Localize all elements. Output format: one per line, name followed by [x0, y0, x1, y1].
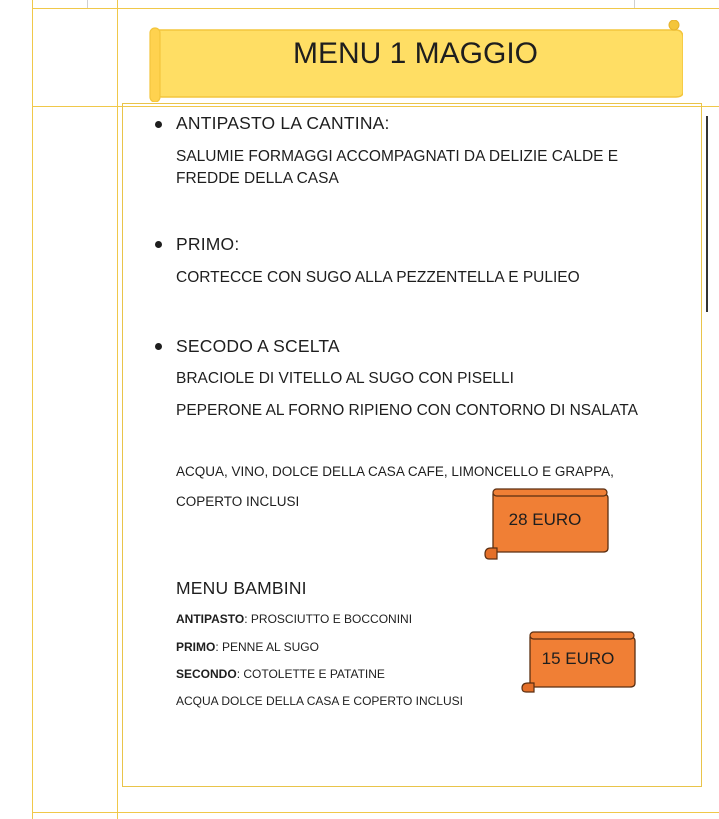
margin-marker	[706, 116, 708, 312]
kids-antipasto	[176, 612, 412, 626]
page-guide-line	[87, 0, 88, 8]
bullet	[155, 241, 162, 248]
kids-note: ACQUA DOLCE DELLA CASA E COPERTO INCLUSI	[176, 694, 463, 708]
kids-secondo-value: : COTOLETTE E PATATINE	[236, 667, 385, 681]
page-guide-line	[634, 0, 635, 8]
kids-antipasto-value: : PROSCIUTTO E BOCCONINI	[244, 612, 413, 626]
kids-menu-heading: MENU BAMBINI	[176, 578, 307, 598]
antipasto-heading: ANTIPASTO LA CANTINA:	[176, 113, 390, 133]
price-adult: 28 EURO	[508, 510, 582, 529]
price-kids: 15 EURO	[541, 649, 615, 668]
antipasto-line-1: SALUMIE FORMAGGI ACCOMPAGNATI DA DELIZIE CALDE E	[176, 148, 619, 165]
bullet	[155, 121, 162, 128]
page-title: MENU 1 MAGGIO	[292, 37, 539, 70]
kids-primo-label: PRIMO	[176, 640, 216, 654]
kids-secondo	[176, 667, 385, 681]
page-guide-line	[117, 0, 118, 819]
primo-line-1: CORTECCE CON SUGO ALLA PEZZENTELLA E PULIEO	[176, 269, 580, 286]
secondo-line-1: BRACIOLE DI VITELLO AL SUGO CON PISELLI	[176, 370, 514, 387]
page-guide-line	[32, 812, 719, 813]
kids-primo	[176, 640, 319, 654]
extras-line-2: COPERTO INCLUSI	[176, 494, 300, 509]
antipasto-line-2: FREDDE DELLA CASA	[176, 170, 339, 187]
primo-heading: PRIMO:	[176, 234, 240, 254]
kids-secondo-label: SECONDO	[176, 667, 237, 681]
extras-line-1: ACQUA, VINO, DOLCE DELLA CASA CAFE, LIMONCELLO E GRAPPA,	[176, 464, 614, 479]
secondo-heading: SECODO A SCELTA	[176, 336, 340, 356]
kids-antipasto-label: ANTIPASTO	[176, 612, 245, 626]
kids-primo-value: : PENNE AL SUGO	[215, 640, 319, 654]
page-guide-line	[32, 8, 719, 9]
secondo-line-2: PEPERONE AL FORNO RIPIENO CON CONTORNO DI NSALATA	[176, 402, 638, 419]
bullet	[155, 343, 162, 350]
page-guide-line	[32, 0, 33, 819]
